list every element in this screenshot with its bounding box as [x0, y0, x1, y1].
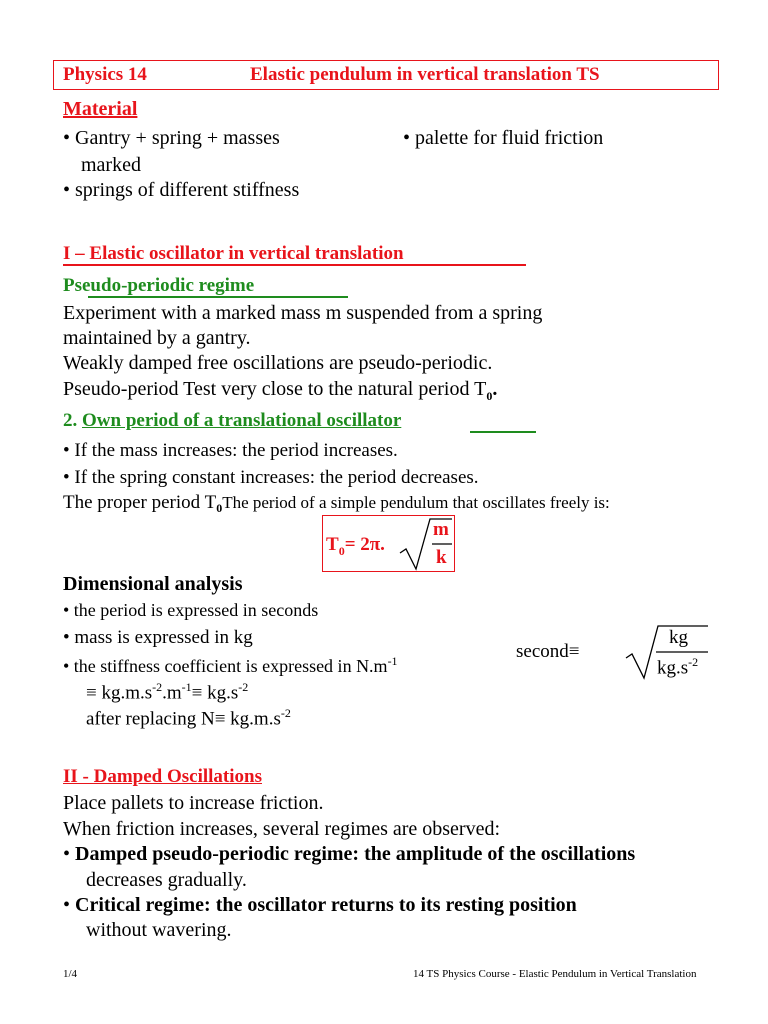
formula-denominator: k	[436, 547, 447, 568]
subsection-2-number: 2.	[63, 410, 78, 431]
material-item-3: • springs of different stiffness	[63, 179, 300, 201]
b3-text: • the stiffness coefficient is expressed in N.m	[63, 656, 388, 676]
material-item-1-cont: marked	[81, 154, 141, 176]
section-1-underline	[63, 264, 526, 266]
material-item-2: • palette for fluid friction	[403, 127, 604, 149]
formula-T-sub: 0	[338, 543, 345, 558]
repl-sup: -2	[280, 706, 291, 720]
experiment-line-2: maintained by a gantry.	[63, 327, 251, 349]
subsection-2-underline-ext	[470, 431, 536, 433]
damped-bullet-2-cont: without wavering.	[86, 919, 232, 941]
eq-sup1: -2	[152, 680, 163, 694]
unit-equivalence-line	[86, 680, 248, 704]
line4-subscript: 0	[486, 389, 493, 403]
eq-sup3: -2	[238, 680, 249, 694]
page-number: 1/4	[63, 968, 78, 980]
second-label: second≡	[516, 641, 580, 662]
eq-b: .m	[162, 682, 182, 704]
page-title: Elastic pendulum in vertical translation TS	[250, 64, 600, 85]
line4-text: Pseudo-period Test very close to the natural period T	[63, 378, 487, 400]
formula-numerator: m	[433, 519, 449, 540]
experiment-line-1: Experiment with a marked mass m suspended from a spring	[63, 302, 543, 324]
line4-end: .	[492, 378, 498, 400]
experiment-line-4	[63, 378, 497, 404]
unit-fraction-numerator: kg	[669, 627, 688, 648]
proper-period-a: The proper period T	[63, 492, 217, 513]
dimensional-bullet-2: • mass is expressed in kg	[63, 627, 253, 648]
b3-sup: -1	[387, 654, 398, 668]
bullet-2-dot: •	[63, 894, 71, 916]
bullet-1-dot: •	[63, 843, 71, 865]
section-1-heading	[63, 243, 404, 265]
material-heading: Material	[63, 98, 138, 120]
section-1-heading-text: I – Elastic oscillator in vertical translation	[63, 243, 404, 264]
dimensional-bullet-3	[63, 654, 398, 677]
eq-a: ≡ kg.m.s	[86, 682, 153, 704]
subsection-1-underline	[88, 296, 348, 298]
formula-T: T	[326, 534, 339, 555]
period-bullet-1: • If the mass increases: the period increases.	[63, 440, 398, 461]
damped-bullet-1-cont: decreases gradually.	[86, 869, 247, 891]
damped-bullet-1-bold: Damped pseudo-periodic regime: the amplitude of the oscillations	[75, 843, 636, 865]
section-2-heading: II - Damped Oscillations	[63, 766, 262, 787]
eq-c: ≡ kg.s	[191, 682, 239, 704]
damped-bullet-2-bold: Critical regime: the oscillator returns to its resting position	[75, 894, 577, 916]
proper-period-line	[63, 492, 610, 516]
material-item-1: • Gantry + spring + masses	[63, 127, 280, 149]
footer-course-title: 14 TS Physics Course - Elastic Pendulum in Vertical Translation	[413, 968, 697, 980]
subsection-own-period-heading	[63, 410, 401, 432]
repl-text: after replacing N≡ kg.m.s	[86, 708, 281, 730]
period-bullet-2: • If the spring constant increases: the period decreases.	[63, 467, 479, 488]
formula-2pi: = 2π.	[344, 534, 385, 555]
experiment-line-3: Weakly damped free oscillations are pseudo-periodic.	[63, 352, 493, 374]
course-number: Physics 14	[63, 64, 147, 85]
replacement-line	[86, 706, 291, 730]
frac-den-sup: -2	[688, 655, 699, 669]
unit-fraction-denominator	[657, 655, 698, 679]
damped-bullet-2	[63, 894, 577, 917]
damped-bullet-1	[63, 843, 635, 866]
formula-lhs	[326, 534, 385, 559]
damped-line-1: Place pallets to increase friction.	[63, 792, 324, 814]
eq-sup2: -1	[181, 680, 192, 694]
frac-den-text: kg.s	[657, 657, 689, 679]
damped-line-2: When friction increases, several regimes are observed:	[63, 818, 501, 840]
proper-period-b: The period of a simple pendulum that oscillates freely is:	[222, 493, 610, 512]
dimensional-bullet-1: • the period is expressed in seconds	[63, 600, 319, 620]
proper-period-sub: 0	[216, 501, 223, 516]
subsection-pseudo-periodic-heading: Pseudo-periodic regime	[63, 275, 255, 296]
dimensional-heading: Dimensional analysis	[63, 573, 243, 595]
subsection-2-title: Own period of a translational oscillator	[82, 410, 402, 431]
